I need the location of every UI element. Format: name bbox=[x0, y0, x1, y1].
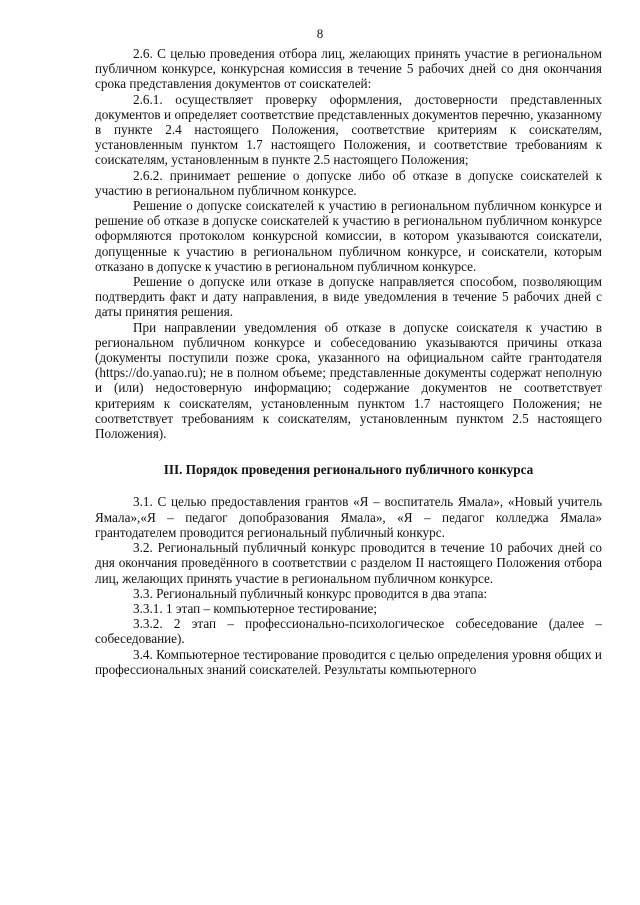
paragraph-3-1: 3.1. С целью предоставления грантов «Я – воспитатель Ямала», «Новый учитель Ямала»,«Я – педагог допобразования Ямала», «Я – педагог колледжа Ямала» грантодателем проводится региональный публичный конкурс. bbox=[95, 494, 602, 540]
page-number: 8 bbox=[316, 26, 324, 41]
paragraph-refusal-reasons: При направлении уведомления об отказе в допуске соискателя к участию в региональном публичном конкурсе и собеседованию указываются причины отказа (документы поступили позже срока, указанного на официальном сайте грантодателя (https://do.yanao.ru); не в полном объеме; представленные документы содержат неполную и (или) недостоверную информацию; содержание документов не соответствует критериям к соискателям, установленным пунктом 1.7 настоящего Положения; не соответствует требованиям к соискателям, установленным пунктом 2.5 настоящего Положения). bbox=[95, 319, 602, 442]
paragraph-2-6-2: 2.6.2. принимает решение о допуске либо об отказе в допуске соискателей к участию в региональном публичном конкурсе. bbox=[95, 167, 602, 198]
paragraph-decision-notification: Решение о допуске или отказе в допуске направляется способом, позволяющим подтвердить факт и дату направления, в виде уведомления в течение 5 рабочих дней с даты принятия решения. bbox=[95, 274, 602, 320]
section-heading: III. Порядок проведения регионального публичного конкурса bbox=[163, 462, 534, 478]
document-body bbox=[95, 46, 602, 677]
paragraph-2-6-1: 2.6.1. осуществляет проверку оформления, достоверности представленных документов и определяет соответствие представленных документов перечню, указанному в пункте 2.4 настоящего Положения, соответствие критериям к соискателям, установленным пунктом 1.7 настоящего Положения, и соответствие требованиям к соискателям, установленным в пункте 2.5 настоящего Положения; bbox=[95, 91, 602, 168]
paragraph-3-4: 3.4. Компьютерное тестирование проводится с целью определения уровня общих и профессиональных знаний соискателей. Результаты компьютерного bbox=[95, 646, 602, 677]
paragraph-decision-protocol: Решение о допуске соискателей к участию в региональном публичном конкурсе и решение об отказе в допуске соискателей к участию в региональном публичном конкурсе оформляются протоколом конкурсной комиссии, в котором указываются соискатели, допущенные к участию в региональном публичном конкурсе, и соискатели, которым отказано в допуске к участию в региональном публичном конкурсе. bbox=[95, 198, 602, 274]
paragraph-3-3-2: 3.3.2. 2 этап – профессионально-психологическое собеседование (далее – собеседование). bbox=[95, 616, 602, 647]
paragraph-3-2: 3.2. Региональный публичный конкурс проводится в течение 10 рабочих дней со дня окончания проведённого в соответствии с разделом II настоящего Положения отбора лиц, желающих принять участие в региональном публичном конкурсе. bbox=[95, 540, 602, 586]
paragraph-2-6: 2.6. С целью проведения отбора лиц, желающих принять участие в региональном публичном конкурсе, конкурсная комиссия в течение 5 рабочих дней со дня окончания срока представления документов от соискателей: bbox=[95, 46, 602, 92]
paragraph-3-3: 3.3. Региональный публичный конкурс проводится в два этапа: bbox=[133, 585, 488, 601]
paragraph-3-3-1: 3.3.1. 1 этап – компьютерное тестирование; bbox=[133, 600, 378, 616]
